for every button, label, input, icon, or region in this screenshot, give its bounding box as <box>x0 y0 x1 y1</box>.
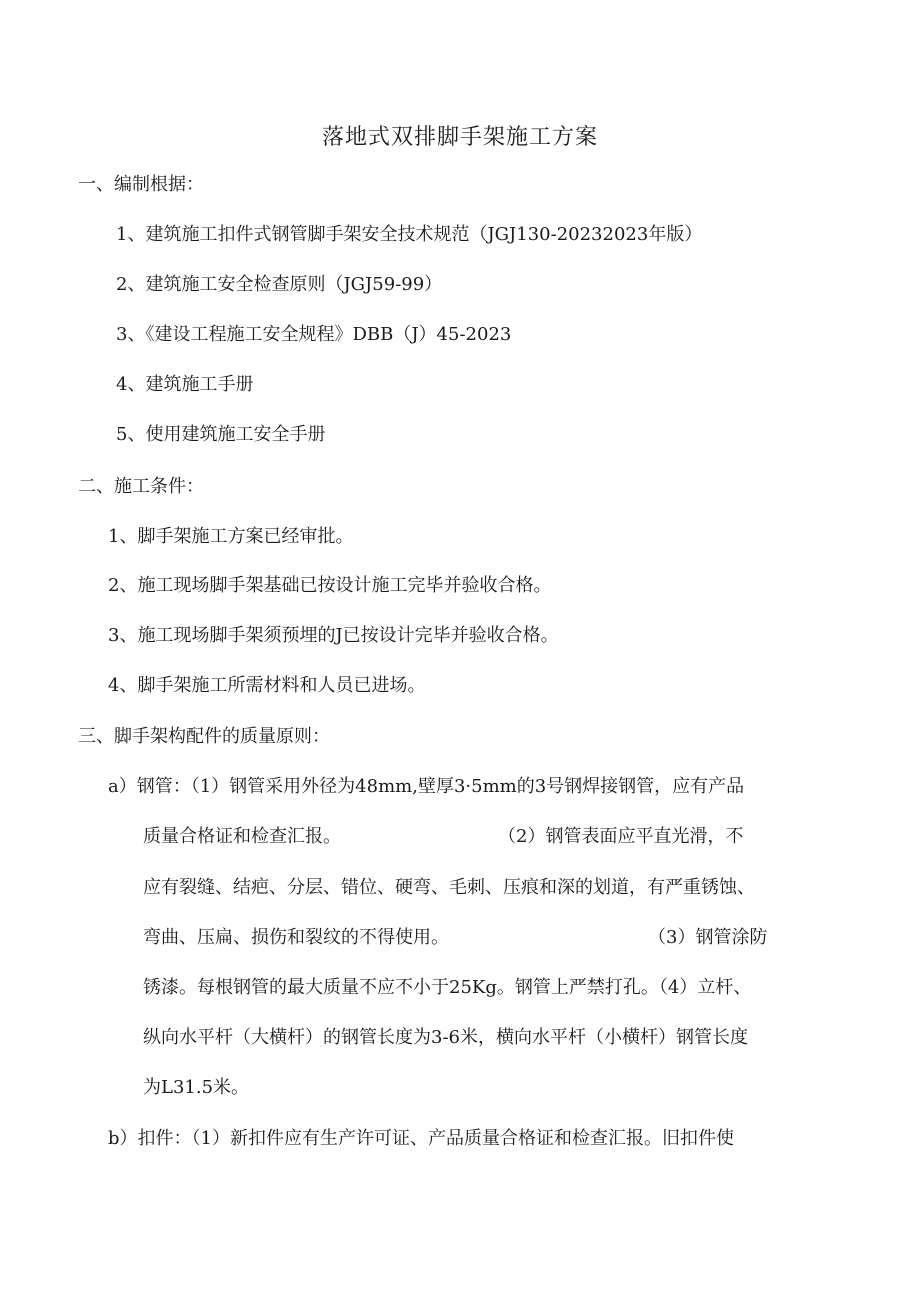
steel-pipe-line-7: 为L31.5米。 <box>143 1077 250 1098</box>
basis-item-2: 2、建筑施工安全检查原则（JGJ59-99） <box>116 274 443 295</box>
steel-pipe-line-1: a）钢管：（1）钢管采用外径为48mm,壁厚3·5mm的3号钢焊接钢管，应有产品 <box>108 776 745 797</box>
section-heading-quality: 三、脚手架构配件的质量原则： <box>78 726 330 747</box>
section-heading-conditions: 二、施工条件： <box>78 476 204 497</box>
steel-pipe-line-4-left: 弯曲、压扁、损伤和裂纹的不得使用。 <box>143 927 449 948</box>
condition-item-2: 2、施工现场脚手架基础已按设计施工完毕并验收合格。 <box>108 575 552 596</box>
condition-item-4: 4、脚手架施工所需材料和人员已进场。 <box>108 675 426 696</box>
steel-pipe-line-5: 锈漆。每根钢管的最大质量不应不小于25Kg。钢管上严禁打孔。（4）立杆、 <box>143 977 752 998</box>
fastener-line-1: b）扣件：（1）新扣件应有生产许可证、产品质量合格证和检查汇报。旧扣件使 <box>108 1128 734 1149</box>
document-title: 落地式双排脚手架施工方案 <box>321 125 598 150</box>
basis-item-5: 5、使用建筑施工安全手册 <box>116 424 326 445</box>
steel-pipe-line-4-right: （3）钢管涂防 <box>648 927 768 948</box>
section-heading-basis: 一、编制根据： <box>78 174 204 195</box>
basis-item-1: 1、建筑施工扣件式钢管脚手架安全技术规范（JGJ130-20232023年版） <box>116 224 703 245</box>
basis-item-4: 4、建筑施工手册 <box>116 374 254 395</box>
basis-item-3: 3、《建设工程施工安全规程》DBB（J）45-2023 <box>116 324 512 345</box>
steel-pipe-line-3: 应有裂缝、结疤、分层、错位、硬弯、毛刺、压痕和深的划道，有严重锈蚀、 <box>143 877 755 898</box>
condition-item-1: 1、脚手架施工方案已经审批。 <box>108 526 354 547</box>
steel-pipe-line-2-left: 质量合格证和检查汇报。 <box>143 826 341 847</box>
steel-pipe-line-6: 纵向水平杆（大横杆）的钢管长度为3-6米，横向水平杆（小横杆）钢管长度 <box>143 1027 748 1048</box>
condition-item-3: 3、施工现场脚手架须预埋的J已按设计完毕并验收合格。 <box>108 625 559 646</box>
steel-pipe-line-2-right: （2）钢管表面应平直光滑，不 <box>498 826 744 847</box>
